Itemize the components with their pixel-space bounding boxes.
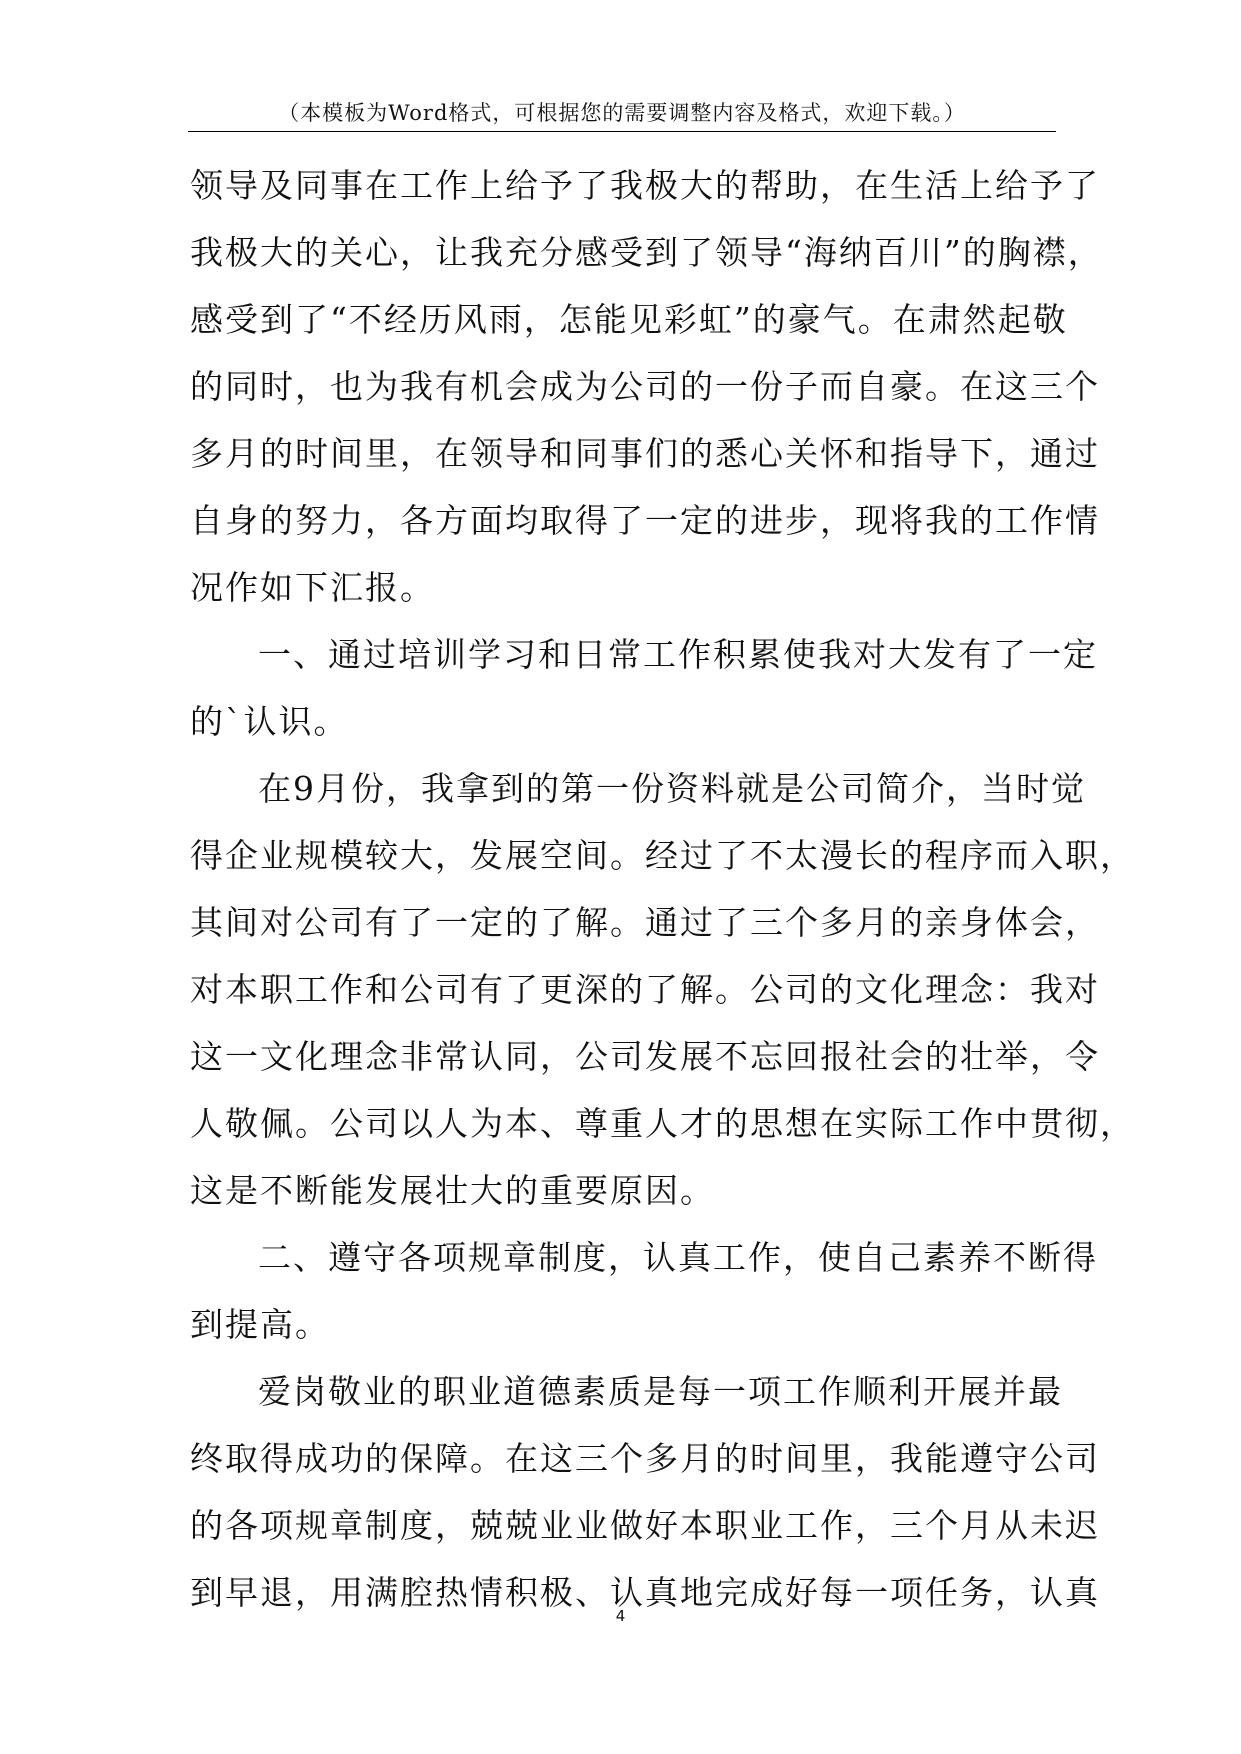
paragraph-line: 领导及同事在工作上给予了我极大的帮助，在生活上给予了 bbox=[190, 166, 1100, 205]
paragraph-line: 感受到了“不经历风雨，怎能见彩虹”的豪气。在肃然起敬 bbox=[190, 300, 1068, 339]
section-heading-line: 二、遵守各项规章制度，认真工作，使自己素养不断得 bbox=[258, 1238, 1098, 1277]
paragraph-line: 我极大的关心，让我充分感受到了领导“海纳百川”的胸襟， bbox=[190, 233, 1103, 272]
paragraph-line: 到早退，用满腔热情积极、认真地完成好每一项任务，认真 bbox=[190, 1573, 1100, 1612]
paragraph-line: 对本职工作和公司有了更深的了解。公司的文化理念：我对 bbox=[190, 970, 1100, 1009]
paragraph-line: 这是不断能发展壮大的重要原因。 bbox=[190, 1171, 715, 1210]
section-heading-line: 的`认识。 bbox=[190, 702, 349, 741]
document-body bbox=[190, 152, 1135, 1626]
paragraph-line: 这一文化理念非常认同，公司发展不忘回报社会的壮举，令 bbox=[190, 1037, 1100, 1076]
header-note: （本模板为Word格式，可根据您的需要调整内容及格式，欢迎下载。） bbox=[278, 101, 966, 125]
paragraph-line: 爱岗敬业的职业道德素质是每一项工作顺利开展并最 bbox=[258, 1372, 1063, 1411]
paragraph-line: 终取得成功的保障。在这三个多月的时间里，我能遵守公司 bbox=[190, 1439, 1100, 1478]
paragraph-line: 其间对公司有了一定的了解。通过了三个多月的亲身体会， bbox=[190, 903, 1100, 942]
paragraph-line: 在9月份，我拿到的第一份资料就是公司简介，当时觉 bbox=[258, 769, 1086, 808]
section-heading-line: 到提高。 bbox=[190, 1305, 330, 1344]
paragraph-line: 人敬佩。公司以人为本、尊重人才的思想在实际工作中贯彻， bbox=[190, 1104, 1135, 1143]
paragraph-line: 自身的努力，各方面均取得了一定的进步，现将我的工作情 bbox=[190, 501, 1100, 540]
section-heading-line: 一、通过培训学习和日常工作积累使我对大发有了一定 bbox=[258, 635, 1098, 674]
header-divider bbox=[188, 131, 1056, 132]
paragraph-line: 得企业规模较大，发展空间。经过了不太漫长的程序而入职， bbox=[190, 836, 1135, 875]
paragraph-line: 况作如下汇报。 bbox=[190, 568, 435, 607]
page-number: 4 bbox=[615, 1607, 626, 1625]
paragraph-line: 的同时，也为我有机会成为公司的一份子而自豪。在这三个 bbox=[190, 367, 1100, 406]
paragraph-line: 多月的时间里，在领导和同事们的悉心关怀和指导下，通过 bbox=[190, 434, 1100, 473]
paragraph-line: 的各项规章制度，兢兢业业做好本职业工作，三个月从未迟 bbox=[190, 1506, 1100, 1545]
